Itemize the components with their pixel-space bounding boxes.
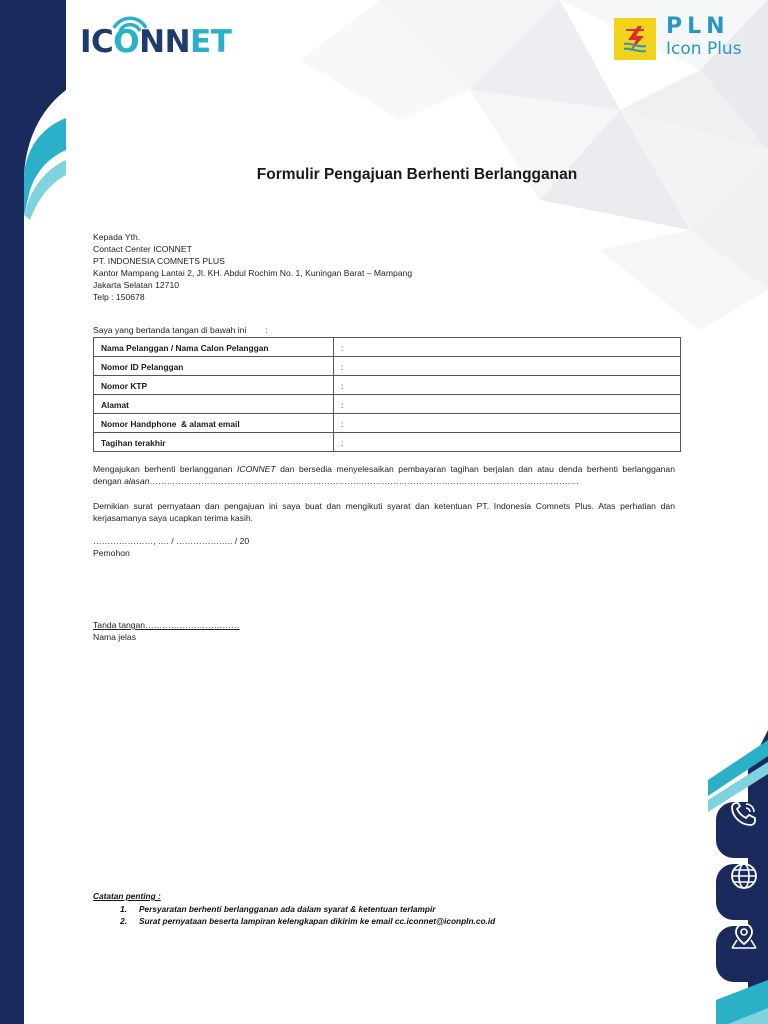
form-title-wrapper xyxy=(0,166,768,184)
table-row xyxy=(94,357,681,376)
field-value-phone-email[interactable]: : xyxy=(334,414,681,433)
paragraph-text: Mengajukan berhenti berlangganan xyxy=(93,464,237,474)
list-item xyxy=(93,903,495,915)
recipient-line: Contact Center ICONNET xyxy=(93,244,192,254)
form-title: Formulir Pengajuan Berhenti Berlangganan xyxy=(256,166,578,183)
reason-fill-line[interactable]: …………………………………………………………………………………………………………………………………… xyxy=(149,476,580,486)
table-row xyxy=(94,414,681,433)
recipient-line: Jakarta Selatan 12710 xyxy=(93,280,180,290)
pln-icon-plus-logo xyxy=(614,15,754,63)
paragraph-text: dan bersedia menyelesaikan pembayaran tagihan berjalan dan atau denda berhenti berlangganan dengan xyxy=(93,464,675,486)
recipient-line: PT. INDONESIA COMNETS PLUS xyxy=(93,256,225,266)
pln-logo-text: PLN xyxy=(666,14,730,39)
field-value-address[interactable]: : xyxy=(334,395,681,414)
paragraph-brand: ICONNET xyxy=(236,464,276,474)
applicant-fields-table xyxy=(93,337,681,452)
field-value-ktp[interactable]: : xyxy=(334,376,681,395)
field-label-last-bill: Tagihan terakhir xyxy=(94,433,334,452)
note-text: Surat pernyataan beserta lampiran kelengkapan dikirim ke email cc.iconnet@iconpln.co.id xyxy=(139,916,496,926)
field-value-last-bill[interactable]: : xyxy=(334,433,681,452)
recipient-address xyxy=(93,231,412,303)
note-number: 1. xyxy=(120,904,127,914)
field-value-customer-name[interactable]: : xyxy=(334,338,681,357)
intro-statement: Saya yang bertanda tangan di bawah ini : xyxy=(93,325,268,335)
iconnet-logo-text-a: IC xyxy=(80,24,114,60)
icon-plus-logo-text: Icon Plus xyxy=(666,39,742,59)
iconnet-logo-text-b: NN xyxy=(139,24,191,60)
notes-heading: Catatan penting : xyxy=(93,891,161,901)
iconnet-logo-text-c: ET xyxy=(190,24,232,60)
field-value-customer-id[interactable]: : xyxy=(334,357,681,376)
applicant-label: Pemohon xyxy=(93,548,130,558)
closing-paragraph: Demikian surat pernyataan dan pengajuan ini saya buat dan mengikuti syarat dan ketentuan PT. Indonesia Comnets Plus. Atas perhatian dan kerjasamanya saya ucapkan terima kasih. xyxy=(93,501,675,523)
table-row xyxy=(94,433,681,452)
note-number: 2. xyxy=(120,916,127,926)
table-row xyxy=(94,395,681,414)
field-label-customer-name: Nama Pelanggan / Nama Calon Pelanggan xyxy=(94,338,334,357)
field-label-ktp: Nomor KTP xyxy=(94,376,334,395)
list-item xyxy=(93,915,495,927)
recipient-line: Telp : 150678 xyxy=(93,292,145,302)
iconnet-logo xyxy=(80,14,230,64)
date-fill-line[interactable]: …………………, …. / ……………….. / 20 xyxy=(93,536,250,546)
paragraph-reason-label: alasan xyxy=(124,476,150,486)
field-label-phone-email: Nomor Handphone & alamat email xyxy=(94,414,334,433)
full-name-label: Nama jelas xyxy=(93,632,136,642)
pln-lightning-icon xyxy=(614,18,656,60)
important-notes xyxy=(93,891,495,927)
table-row xyxy=(94,376,681,395)
field-label-address: Alamat xyxy=(94,395,334,414)
recipient-line: Kantor Mampang Lantai 2, Jl. KH. Abdul Rochim No. 1, Kuningan Barat – Mampang xyxy=(93,268,413,278)
table-row xyxy=(94,338,681,357)
globe-icon xyxy=(728,860,760,892)
signature-section xyxy=(93,619,240,643)
iconnet-logo-o: O xyxy=(113,24,140,60)
phone-icon xyxy=(726,798,762,828)
request-paragraph xyxy=(93,463,675,487)
map-pin-icon xyxy=(728,920,760,952)
signature-line[interactable]: Tanda tangan…………………………… xyxy=(93,620,240,630)
field-label-customer-id: Nomor ID Pelanggan xyxy=(94,357,334,376)
recipient-line: Kepada Yth. xyxy=(93,232,141,242)
note-text: Persyaratan berhenti berlangganan ada dalam syarat & ketentuan terlampir xyxy=(139,904,436,914)
date-section xyxy=(93,535,249,559)
